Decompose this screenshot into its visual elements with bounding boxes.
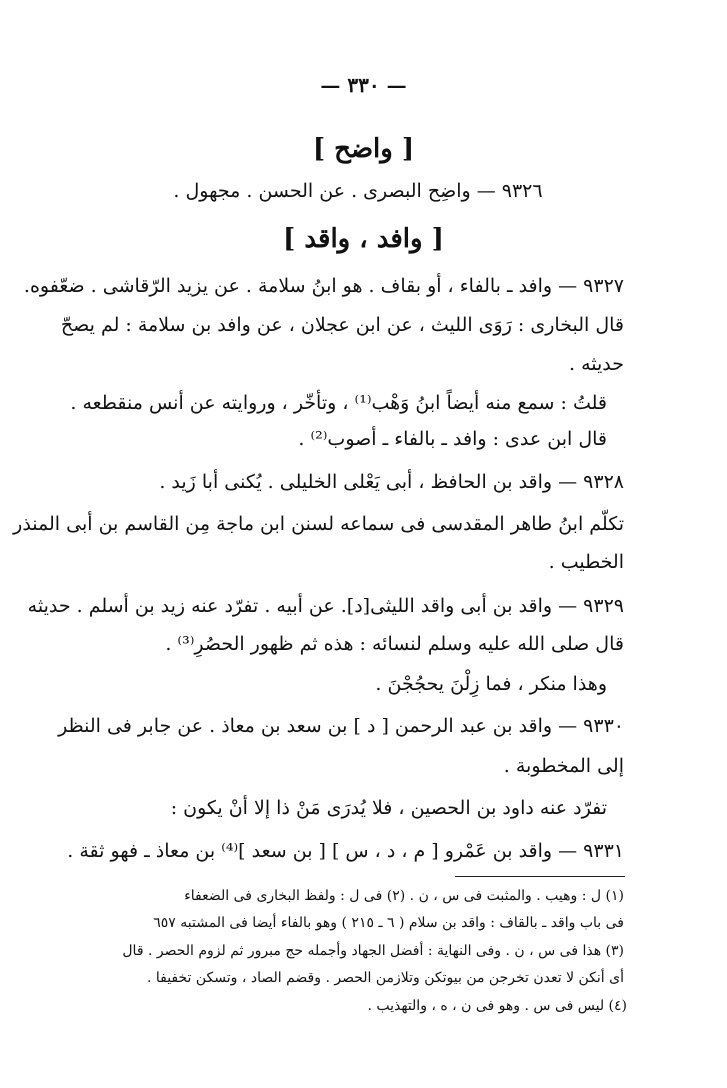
footnote-4: (٤) ليس فى س . وهو فى ن ، ه ، والتهذيب . [367, 998, 627, 1014]
entry-9326: ٩٣٢٦ — واضِح البصرى . عن الحسن . مجهول . [173, 180, 543, 202]
section-heading-wadih: [ واضح ] [312, 134, 415, 164]
entry-9329: ٩٣٢٩ — واقد بن أبى واقد الليثى[د]. عن أبيه . تفرّد عنه زيد بن أسلم . حديثه [27, 595, 624, 617]
entry-9328-note: تكلّم ابنُ طاهر المقدسى فى سماعه لسنن ابن ماجة مِن القاسم بن أبى المنذر [13, 513, 624, 535]
footnote-3-continuation: أى أنكن لا تعدن تخرجن من بيوتكن وتلازمن الحصر . وقضم الصاد ، وتسكن تخفيفا . [146, 970, 624, 986]
entry-9330-note: تفرّد عنه داود بن الحصين ، فلا يُدرَى مَنْ ذا إلا أنْ يكون : [170, 797, 607, 819]
entry-9330-continuation: إلى المخطوبة . [503, 755, 624, 777]
entry-9328: ٩٣٢٨ — واقد بن الحافظ ، أبى يَعْلى الخليلى . يُكنى أبا زَيد . [159, 471, 624, 493]
footnote-1-2: (١) ل : وهيب . والمثبت فى س ، ن . (٢) فى ل : ولفظ البخارى فى الضعفاء [184, 888, 624, 904]
bukhari-quote-continuation: حديثه . [568, 353, 624, 375]
entry-9330: ٩٣٣٠ — واقد بن عبد الرحمن [ د ] بن سعد بن معاذ . عن جابر فى النظر [58, 715, 624, 737]
entry-9329-comment: وهذا منكر ، فما زِلْنَ يحجُجْنَ . [375, 673, 607, 695]
page-number: — ٣٣٠ — [320, 73, 407, 97]
entry-9328-note-continuation: الخطيب . [548, 551, 624, 573]
entry-9327: ٩٣٢٧ — وافد ـ بالفاء ، أو بقاف . هو ابنُ سلامة . عن يزيد الرّقاشى . ضعّفوه. [23, 275, 624, 297]
footnote-3: (٣) هذا فى س ، ن . وفى النهاية : أفضل الجهاد وأجمله حج مبرور ثم لزوم الحصر . قال [122, 943, 624, 959]
bukhari-quote-line: قال البخارى : رَوَى الليث ، عن ابن عجلان ، عن وافد بن سلامة : لم يصحّ [60, 314, 624, 336]
entry-9329-hadith: قال صلى الله عليه وسلم لنسائه : هذه ثم ظهور الحصُرِ⁽³⁾ . [165, 633, 624, 655]
author-note-line: قلتُ : سمع منه أيضاً ابنُ وَهْب⁽¹⁾ ، وتأخّر ، وروايته عن أنس منقطعه . [70, 392, 607, 414]
ibn-adi-line: قال ابن عدى : وافد ـ بالفاء ـ أصوب⁽²⁾ . [298, 428, 607, 450]
section-heading-wafid-waqid: [ وافد ، واقد ] [283, 224, 444, 254]
footnote-separator [455, 876, 625, 877]
entry-9331: ٩٣٣١ — واقد بن عَمْرو [ م ، د ، س ] [ بن سعد ]⁽⁴⁾ بن معاذ ـ فهو ثقة . [67, 840, 624, 862]
footnote-2-continuation: فى باب واقد ـ بالقاف : واقد بن سلام ( ٦ ـ ٢١٥ ) وهو بالفاء أيضا فى المشتبه ٦٥٧ [153, 915, 624, 931]
